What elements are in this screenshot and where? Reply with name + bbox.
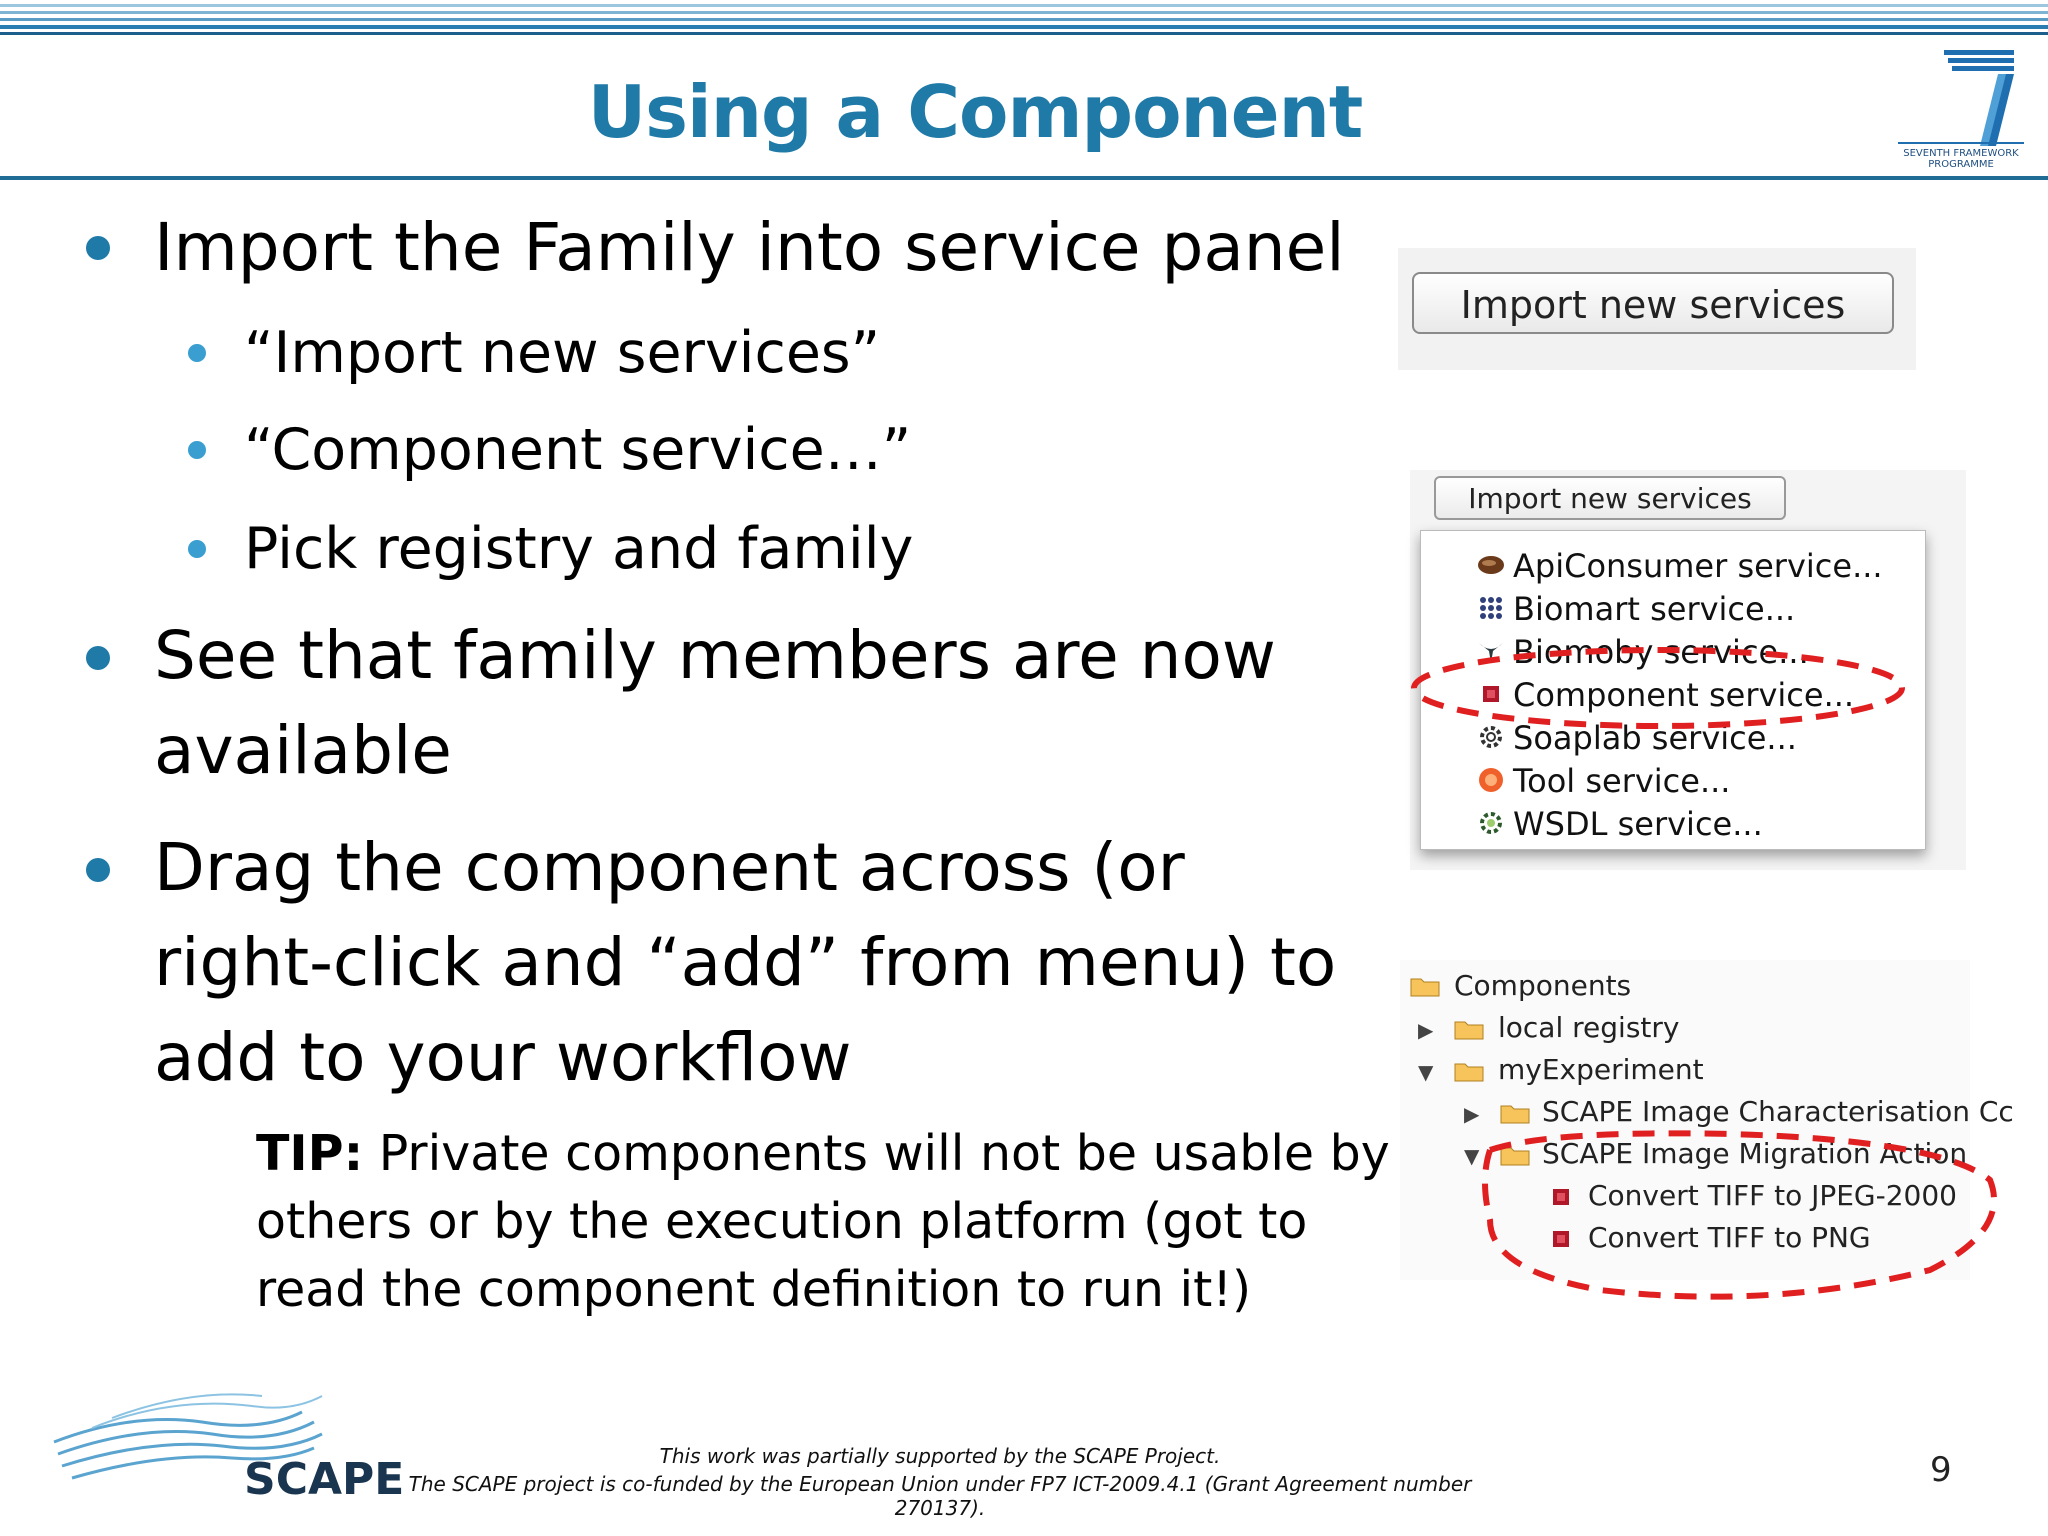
bullet-1-text: Import the Family into service panel <box>154 209 1345 286</box>
tip-text-1: Private components will not be usable by <box>363 1125 1390 1182</box>
menu-item-biomart[interactable] <box>1513 588 1795 630</box>
fp7-logo-graphic <box>1886 46 2036 168</box>
import-new-services-button[interactable]: Import new services <box>1412 272 1894 334</box>
page-number: 9 <box>1930 1450 1952 1490</box>
menu-item-label: Biomart service... <box>1513 590 1796 628</box>
folder-icon <box>1410 975 1440 997</box>
menu-item-label: Soaplab service... <box>1513 719 1797 757</box>
menu-item-label: Component service... <box>1513 676 1855 714</box>
tool-icon <box>1477 766 1505 794</box>
collapse-arrow-icon[interactable]: ▼ <box>1464 1144 1480 1168</box>
sub-bullet-dot <box>188 540 206 558</box>
bullet-dot <box>86 236 110 260</box>
tree-local-registry[interactable]: local registry <box>1498 1011 1680 1044</box>
header-stripes <box>0 0 2048 36</box>
bullet-dot <box>86 858 110 882</box>
fp7-logo-line2: PROGRAMME <box>1928 159 1994 170</box>
collapse-arrow-icon[interactable]: ▼ <box>1418 1060 1434 1084</box>
menu-item-label: Tool service... <box>1513 762 1731 800</box>
tree-family-characterisation[interactable]: SCAPE Image Characterisation Cc <box>1542 1095 2014 1128</box>
scape-wave-graphic <box>52 1382 405 1505</box>
bullet-3-line-2: right-click and “add” from menu) to <box>154 924 1337 1001</box>
gear-icon <box>1477 809 1505 837</box>
import-new-services-button-small[interactable]: Import new services <box>1434 476 1786 520</box>
family-members-highlight <box>1470 1120 2000 1320</box>
tree-root[interactable]: Components <box>1454 969 1632 1002</box>
folder-icon <box>1454 1018 1484 1040</box>
menu-item-apiconsumer[interactable] <box>1513 545 1883 587</box>
component-service-highlight <box>1398 640 1918 750</box>
menu-item-wsdl[interactable] <box>1513 803 1763 845</box>
sub-bullet-2: “Component service…” <box>244 417 912 483</box>
tree-component-png[interactable]: Convert TIFF to PNG <box>1588 1221 1871 1254</box>
menu-item-tool[interactable] <box>1513 760 1730 802</box>
scape-logo-text: SCAPE <box>244 1454 405 1505</box>
title-divider <box>0 176 2048 180</box>
tip-line-2: others or by the execution platform (got to <box>256 1193 1308 1250</box>
sub-bullet-1: “Import new services” <box>244 320 881 386</box>
tip-line-3: read the component definition to run it!) <box>256 1261 1252 1318</box>
fp7-logo <box>1886 46 2036 168</box>
tip-line-1 <box>256 1120 1390 1188</box>
menu-item-label: Biomoby service... <box>1513 633 1809 671</box>
tree-component-jpeg2000[interactable]: Convert TIFF to JPEG-2000 <box>1588 1179 1957 1212</box>
folder-icon <box>1454 1060 1484 1082</box>
expand-arrow-icon[interactable]: ▶ <box>1418 1018 1434 1042</box>
bullet-dot <box>86 646 110 670</box>
menu-item-label: ApiConsumer service... <box>1513 547 1883 585</box>
footer-line-1: This work was partially supported by the SCAPE Project. <box>659 1444 1221 1468</box>
bullet-2-line-1: See that family members are now <box>154 617 1276 694</box>
slide-title: Using a Component <box>587 70 1363 154</box>
biomart-icon <box>1477 594 1505 622</box>
tip-label: TIP: <box>256 1125 364 1182</box>
fp7-logo-line1: SEVENTH FRAMEWORK <box>1903 148 2019 159</box>
bullet-3-line-1: Drag the component across (or <box>154 829 1185 906</box>
bullet-2-line-2: available <box>154 712 452 789</box>
tree-family-migration[interactable]: SCAPE Image Migration Action <box>1542 1137 1968 1170</box>
menu-item-label: WSDL service... <box>1513 805 1763 843</box>
bullet-3-line-3: add to your workflow <box>154 1019 852 1096</box>
sub-bullet-dot <box>188 441 206 459</box>
tree-myexperiment[interactable]: myExperiment <box>1498 1053 1704 1086</box>
bean-icon <box>1477 551 1505 579</box>
footer-line-2: The SCAPE project is co-funded by the European Union under FP7 ICT-2009.4.1 (Grant Agreement number 270137). <box>408 1472 1472 1520</box>
scape-logo <box>52 1382 405 1505</box>
sub-bullet-3: Pick registry and family <box>244 516 914 582</box>
sub-bullet-dot <box>188 344 206 362</box>
expand-arrow-icon[interactable]: ▶ <box>1464 1102 1480 1126</box>
